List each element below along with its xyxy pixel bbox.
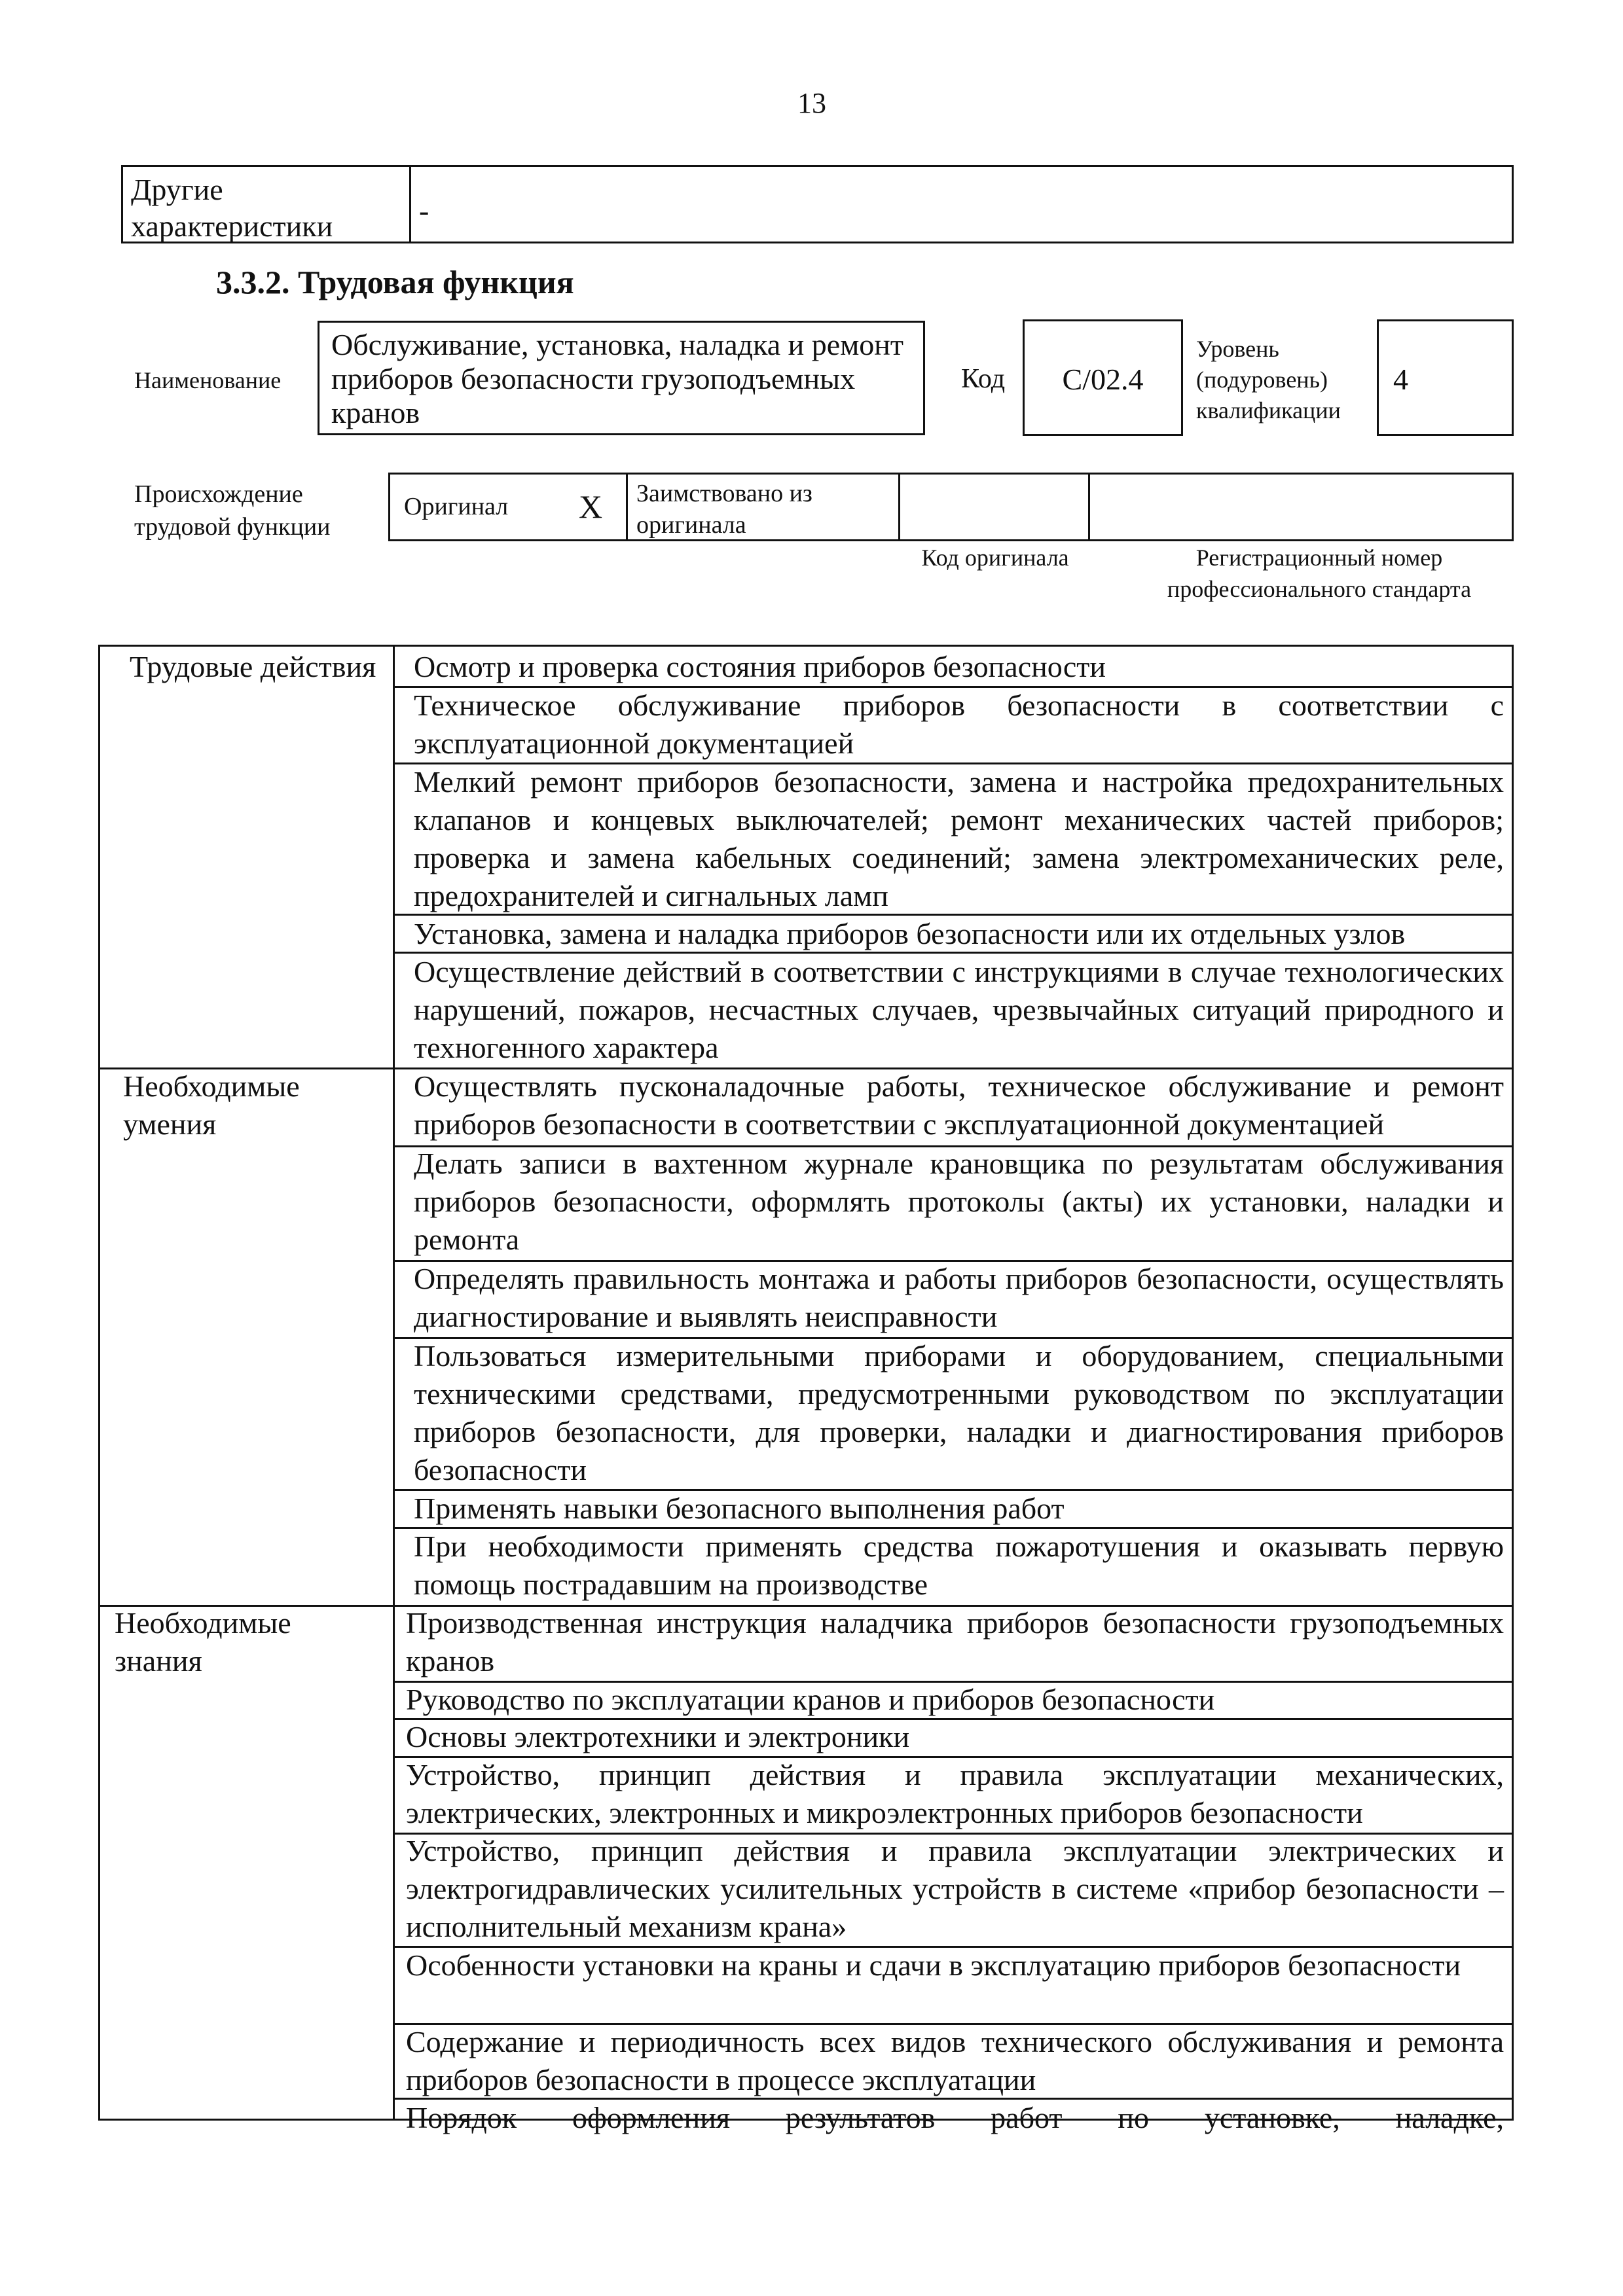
table-cell: Применять навыки безопасного выполнения работ <box>414 1492 1065 1525</box>
code-original-caption: Код оригинала <box>921 545 1069 571</box>
table-cell: Особенности установки на краны и сдачи в эксплуатацию приборов безопасности <box>406 1948 1461 1982</box>
reg-number-caption: Регистрационный номер профессионального стандарта <box>1167 545 1472 602</box>
other-characteristics-value: - <box>419 194 429 227</box>
origin-table <box>388 473 1514 541</box>
category-label: Трудовые действия <box>130 650 376 683</box>
table-cell: Порядок оформления результатов работ по установке, наладке, <box>406 2101 1504 2134</box>
code-value: С/02.4 <box>1023 319 1183 436</box>
table-cell: Осмотр и проверка состояния приборов безопасности <box>414 650 1106 683</box>
table-cell: Устройство, принцип действия и правила эксплуатации механических, электрических, электронных и микроэлектронных приборов безопасности <box>406 1758 1504 1829</box>
table-cell: Делать записи в вахтенном журнале крановщика по результатам обслуживания приборов безопасности, оформлять протоколы (акты) их установки, наладки и ремонта <box>414 1147 1504 1256</box>
table-cell: При необходимости применять средства пожаротушения и оказывать первую помощь пострадавшим на производстве <box>414 1530 1504 1601</box>
function-name-value: Обслуживание, установка, наладка и ремонт приборов безопасности грузоподъемных кранов <box>318 321 925 435</box>
table-cell: Осуществление действий в соответствии с инструкциями в случае технологических нарушений, пожаров, несчастных случаев, чрезвычайных ситуаций природного и техногенного характера <box>414 955 1504 1064</box>
borrowed-label: Заимствовано из оригинала <box>636 480 812 539</box>
level-label: Уровень (подуровень) квалификации <box>1196 336 1341 423</box>
level-value: 4 <box>1377 319 1514 436</box>
code-label: Код <box>961 364 1006 394</box>
name-label: Наименование <box>134 367 282 393</box>
table-cell: Пользоваться измерительными приборами и оборудованием, специальными техническими средствами, предусмотренными руководством по эксплуатации приборов безопасности, для проверки, наладки и диагностирования приборов безопасности <box>414 1339 1504 1486</box>
table-cell: Техническое обслуживание приборов безопасности в соответствии с эксплуатационной документацией <box>414 689 1504 760</box>
table-cell: Содержание и периодичность всех видов технического обслуживания и ремонта приборов безопасности в процессе эксплуатации <box>406 2025 1504 2096</box>
table-cell: Производственная инструкция наладчика приборов безопасности грузоподъемных кранов <box>406 1606 1504 1677</box>
other-characteristics-label: Другие характеристики <box>131 173 333 243</box>
table-cell: Руководство по эксплуатации кранов и приборов безопасности <box>406 1683 1215 1716</box>
category-label: Необходимые умения <box>123 1069 300 1141</box>
table-cell: Устройство, принцип действия и правила эксплуатации электрических и электрогидравлических усилительных устройств в системе «прибор безопасности – исполнительный механизм крана» <box>406 1834 1504 1943</box>
original-mark: X <box>579 488 603 525</box>
origin-label: Происхождение трудовой функции <box>134 480 331 541</box>
table-cell: Мелкий ремонт приборов безопасности, замена и настройка предохранительных клапанов и концевых выключателей; ремонт механических частей приборов; проверка и замена кабельных соединений; замена электромеханических реле, предохранителей и сигнальных ламп <box>414 765 1504 912</box>
table-cell: Определять правильность монтажа и работы приборов безопасности, осуществлять диагностирование и выявлять неисправности <box>414 1262 1504 1333</box>
table-cell: Осуществлять пусконаладочные работы, техническое обслуживание и ремонт приборов безопасности в соответствии с эксплуатационной документацией <box>414 1069 1504 1141</box>
section-title: 3.3.2. Трудовая функция <box>216 264 574 300</box>
table-cell: Установка, замена и наладка приборов безопасности или их отдельных узлов <box>414 917 1406 950</box>
original-label: Оригинал <box>404 493 509 520</box>
category-label: Необходимые знания <box>115 1606 291 1677</box>
page-number: 13 <box>797 87 826 119</box>
table-cell: Основы электротехники и электроники <box>406 1720 910 1753</box>
